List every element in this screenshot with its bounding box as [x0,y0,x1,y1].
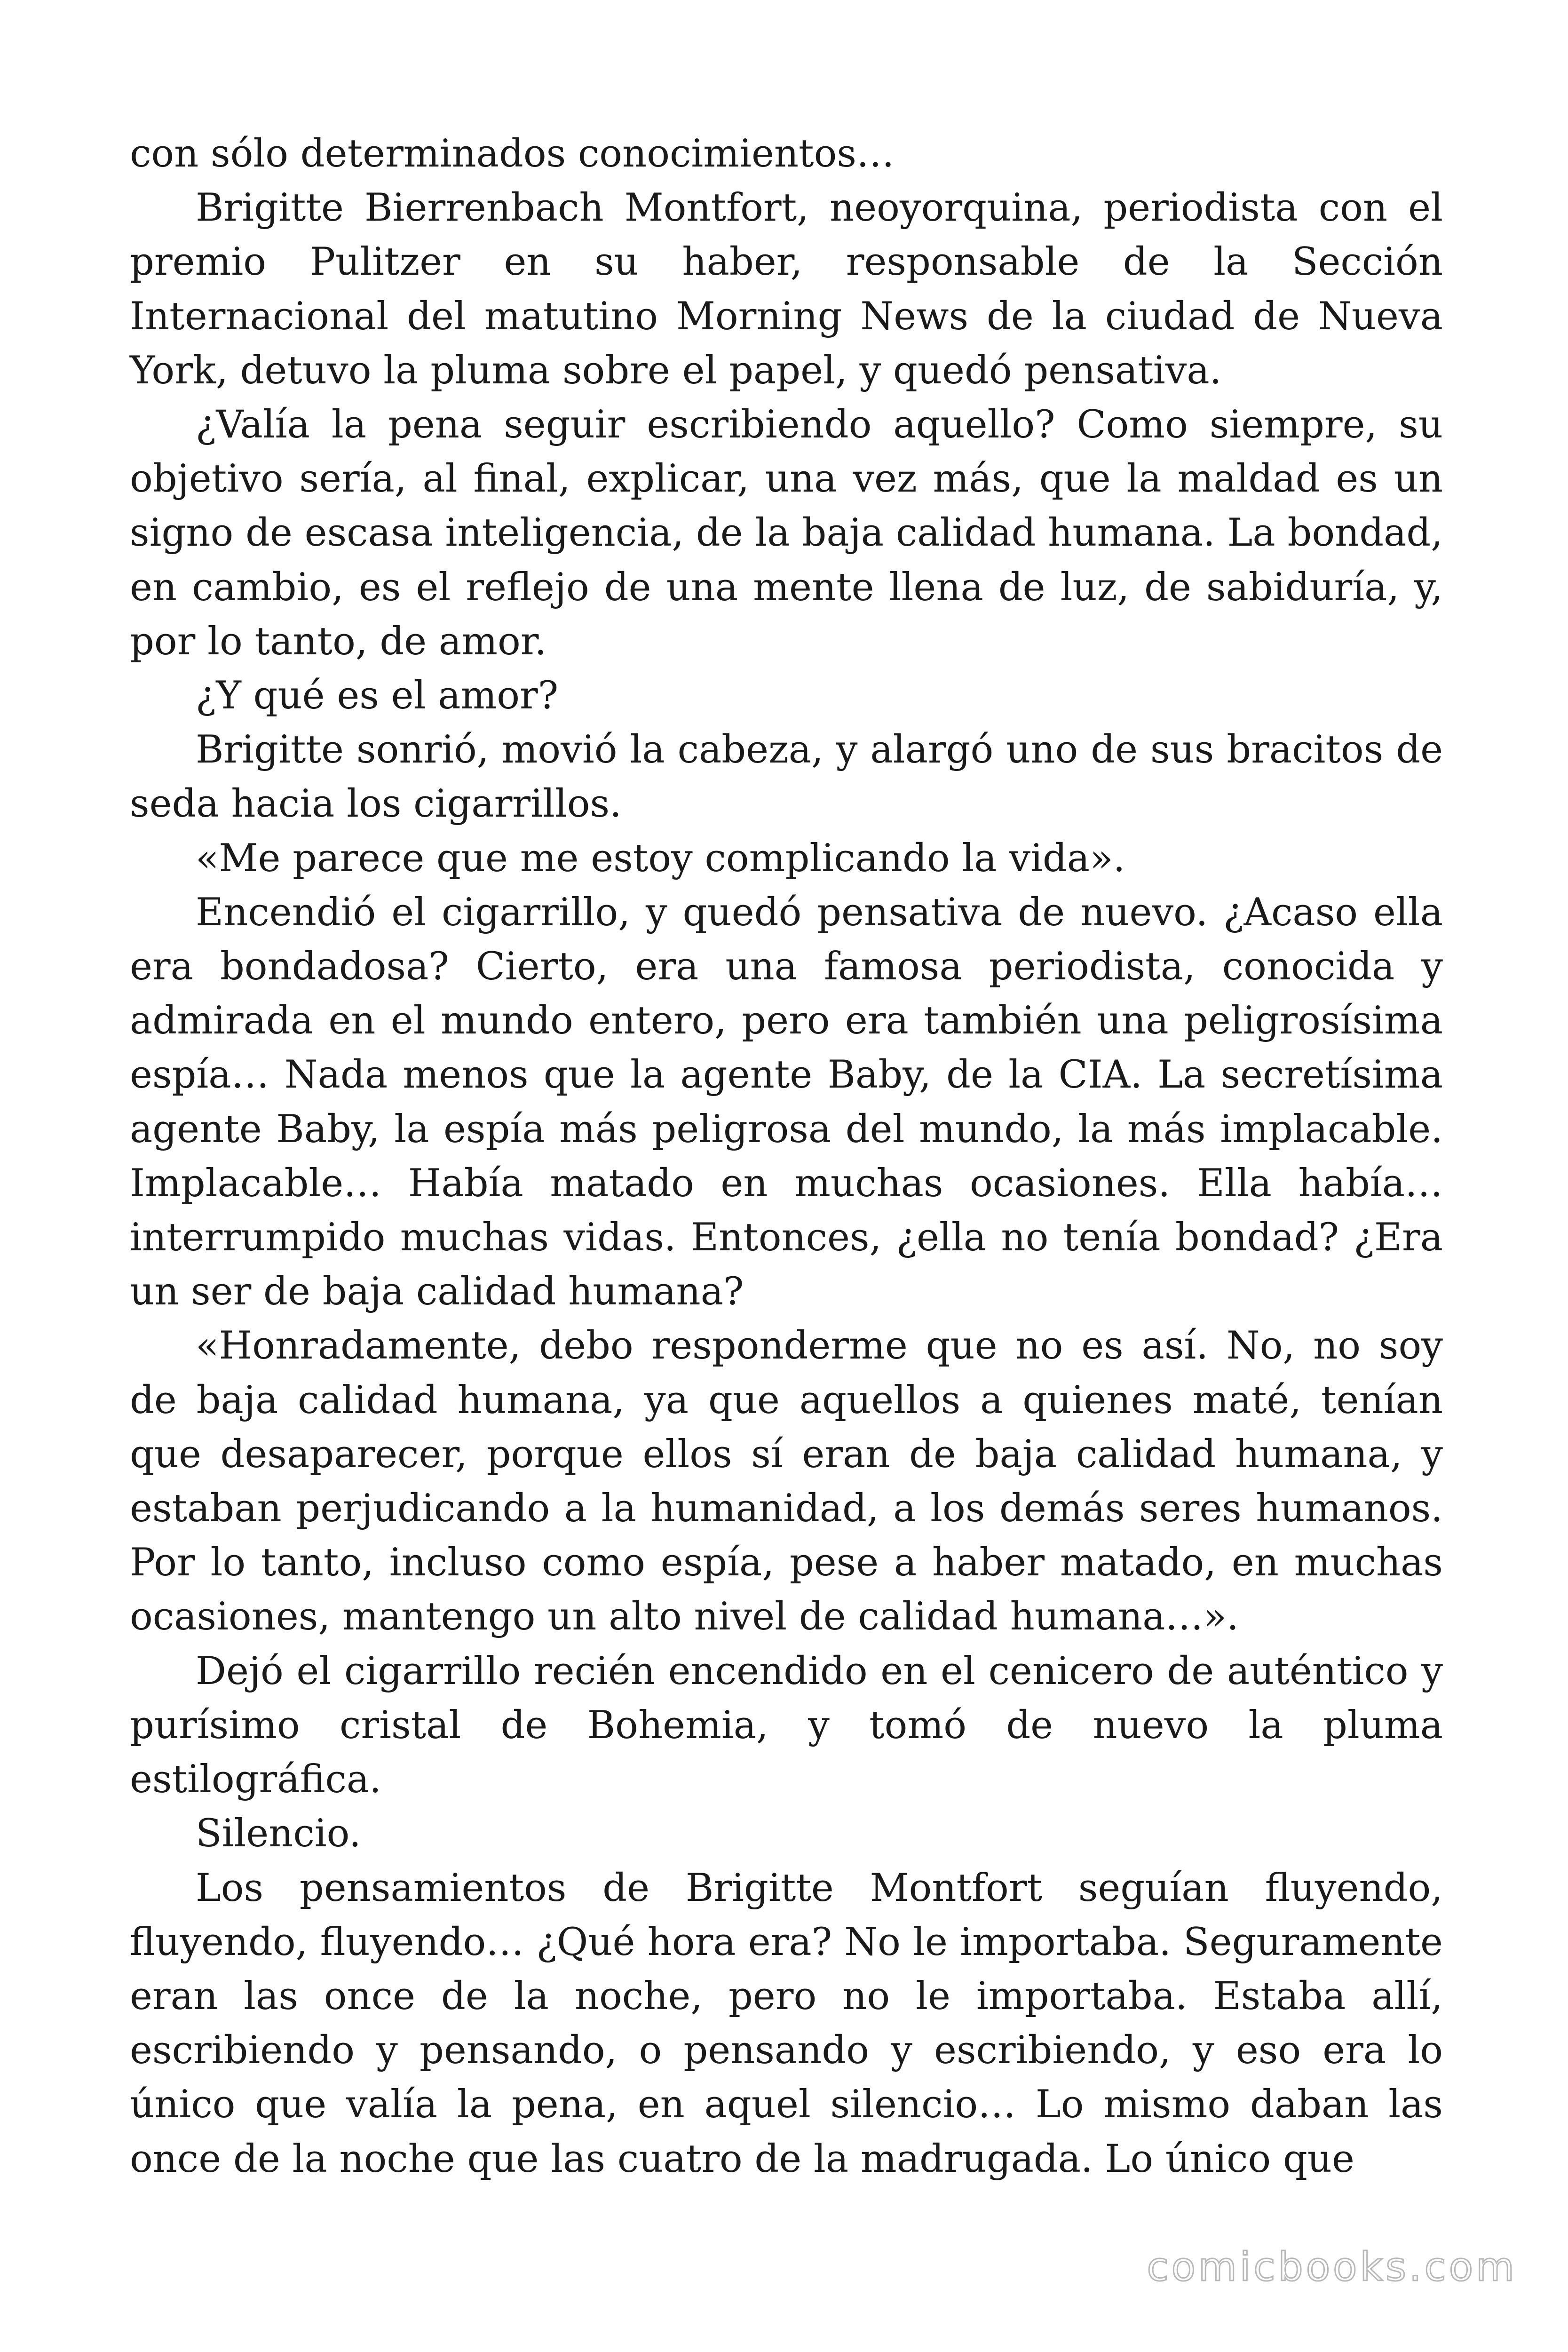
paragraph: ¿Y qué es el amor? [196,674,559,718]
watermark-text: comicbooks.com [1147,2244,1517,2290]
paragraph: «Honradamente, debo responderme que no es así. No, no soy de baja calidad humana, ya que aquellos a quienes maté, tenían que desaparecer, porque ellos sí eran de baja calidad humana, y estaban perjudicando a la humanidad, a los demás seres humanos. Por lo tanto, incluso como espía, pese a haber matado, en muchas ocasiones, mantengo un alto nivel de calidad humana…». [130,1324,1443,1639]
paragraph: Los pensamientos de Brigitte Montfort seguían fluyendo, fluyendo, fluyendo… ¿Qué hora era? No le importaba. Seguramente eran las once de la noche, pero no le importaba. Estaba allí, escribiendo y pensando, o pensando y escribiendo, y eso era lo único que valía la pena, en aquel silencio… Lo mismo daban las once de la noche que las cuatro de la madrugada. Lo único que [130,1866,1443,2181]
body-text [130,127,1443,2186]
paragraph: Brigitte Bierrenbach Montfort, neoyorquina, periodista con el premio Pulitzer en su haber, responsable de la Sección Internacional del matutino Morning News de la ciudad de Nueva York, detuvo la pluma sobre el papel, y quedó pensativa. [130,186,1443,393]
paragraph: «Me parece que me estoy complicando la vida». [196,836,1125,881]
paragraph: Brigitte sonrió, movió la cabeza, y alargó uno de sus bracitos de seda hacia los cigarrillos. [130,728,1443,826]
paragraph: Silencio. [196,1812,361,1856]
paragraph-continuation: con sólo determinados conocimientos… [130,132,895,176]
paragraph: Dejó el cigarrillo recién encendido en el cenicero de auténtico y purísimo cristal de Bohemia, y tomó de nuevo la pluma estilográfica. [130,1649,1443,1802]
paragraph: ¿Valía la pena seguir escribiendo aquello? Como siempre, su objetivo sería, al final, explicar, una vez más, que la maldad es un signo de escasa inteligencia, de la baja calidad humana. La bondad, en cambio, es el reflejo de una mente llena de luz, de sabiduría, y, por lo tanto, de amor. [130,403,1443,664]
paragraph: Encendió el cigarrillo, y quedó pensativa de nuevo. ¿Acaso ella era bondadosa? Cierto, era una famosa periodista, conocida y admirada en el mundo entero, pero era también una peligrosísima espía… Nada menos que la agente Baby, de la CIA. La secretísima agente Baby, la espía más peligrosa del mundo, la más implacable. Implacable… Había matado en muchas ocasiones. Ella había… interrumpido muchas vidas. Entonces, ¿ella no tenía bondad? ¿Era un ser de baja calidad humana? [130,890,1443,1314]
